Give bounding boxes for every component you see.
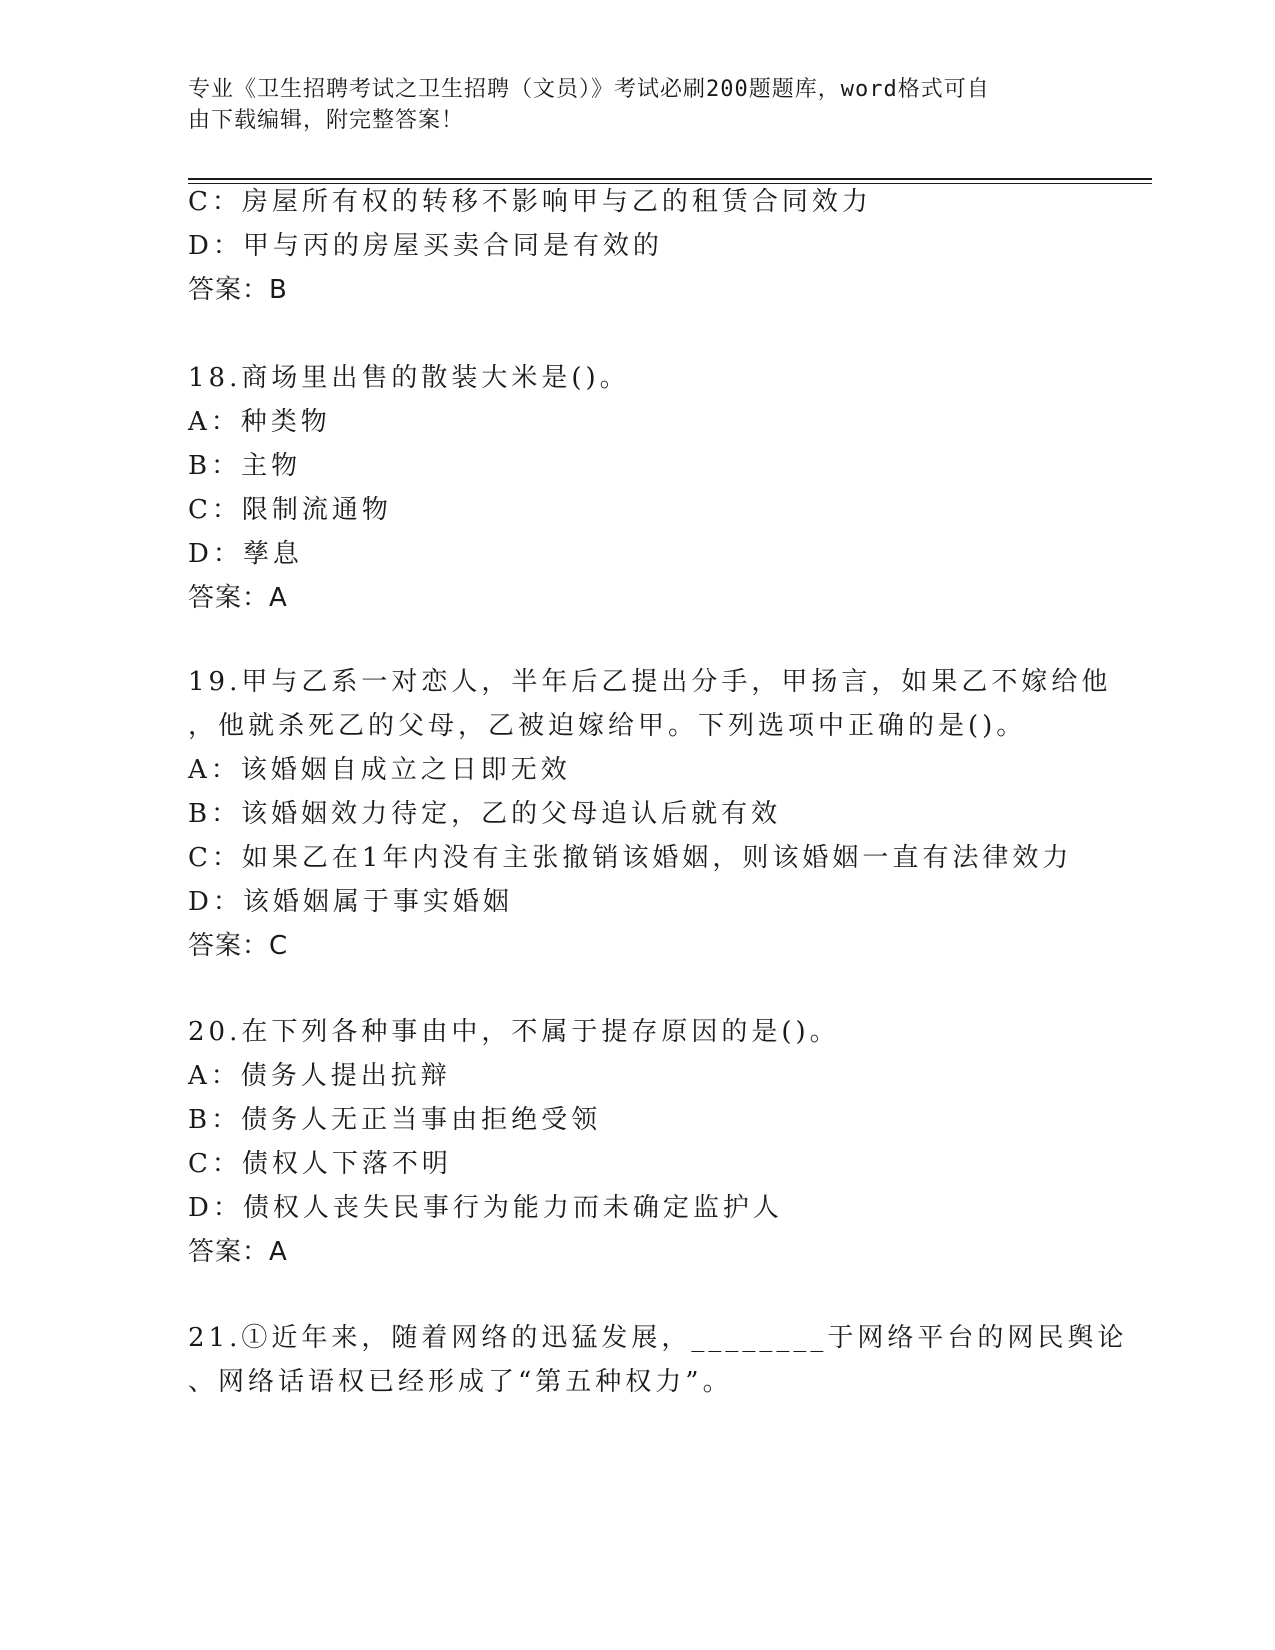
q21-stem-line-1: 21.①近年来，随着网络的迅猛发展，________于网络平台的网民舆论 — [188, 1323, 1128, 1353]
q18-option-b: B：主物 — [188, 451, 302, 481]
q19-option-d: D：该婚姻属于事实婚姻 — [188, 887, 513, 917]
q20-option-b: B：债务人无正当事由拒绝受领 — [188, 1105, 602, 1135]
q20-option-a: A：债务人提出抗辩 — [188, 1061, 451, 1091]
q19-option-c: C：如果乙在1年内没有主张撤销该婚姻，则该婚姻一直有法律效力 — [188, 843, 1073, 873]
q20-option-d: D：债权人丧失民事行为能力而未确定监护人 — [188, 1193, 783, 1223]
q18-option-a: A：种类物 — [188, 407, 331, 437]
q20-stem: 20.在下列各种事由中，不属于提存原因的是()。 — [188, 1017, 840, 1047]
q17-option-d: D：甲与丙的房屋买卖合同是有效的 — [188, 231, 663, 261]
header-line-2: 由下载编辑，附完整答案！ — [188, 108, 465, 133]
q17-option-c: C：房屋所有权的转移不影响甲与乙的租赁合同效力 — [188, 187, 872, 217]
q19-option-b: B：该婚姻效力待定，乙的父母追认后就有效 — [188, 799, 782, 829]
q19-answer: 答案：C — [188, 931, 289, 961]
header-line-1: 专业《卫生招聘考试之卫生招聘（文员）》考试必刷200题题库，word格式可自 — [188, 77, 990, 102]
q20-answer: 答案：A — [188, 1237, 288, 1267]
header-divider-thick — [188, 178, 1152, 180]
q18-stem: 18.商场里出售的散装大米是()。 — [188, 363, 630, 393]
q19-option-a: A：该婚姻自成立之日即无效 — [188, 755, 571, 785]
q17-answer: 答案：B — [188, 275, 288, 305]
q20-option-c: C：债权人下落不明 — [188, 1149, 452, 1179]
q18-option-d: D：孳息 — [188, 539, 303, 569]
q18-answer: 答案：A — [188, 583, 288, 613]
document-header — [188, 74, 1068, 136]
q19-stem-line-1: 19.甲与乙系一对恋人，半年后乙提出分手，甲扬言，如果乙不嫁给他 — [188, 667, 1112, 697]
q19-stem-line-2: ，他就杀死乙的父母，乙被迫嫁给甲。下列选项中正确的是()。 — [188, 711, 1027, 741]
q18-option-c: C：限制流通物 — [188, 495, 392, 525]
q21-stem-line-2: 、网络话语权已经形成了“第五种权力”。 — [188, 1367, 733, 1397]
header-divider-thin — [188, 183, 1152, 184]
